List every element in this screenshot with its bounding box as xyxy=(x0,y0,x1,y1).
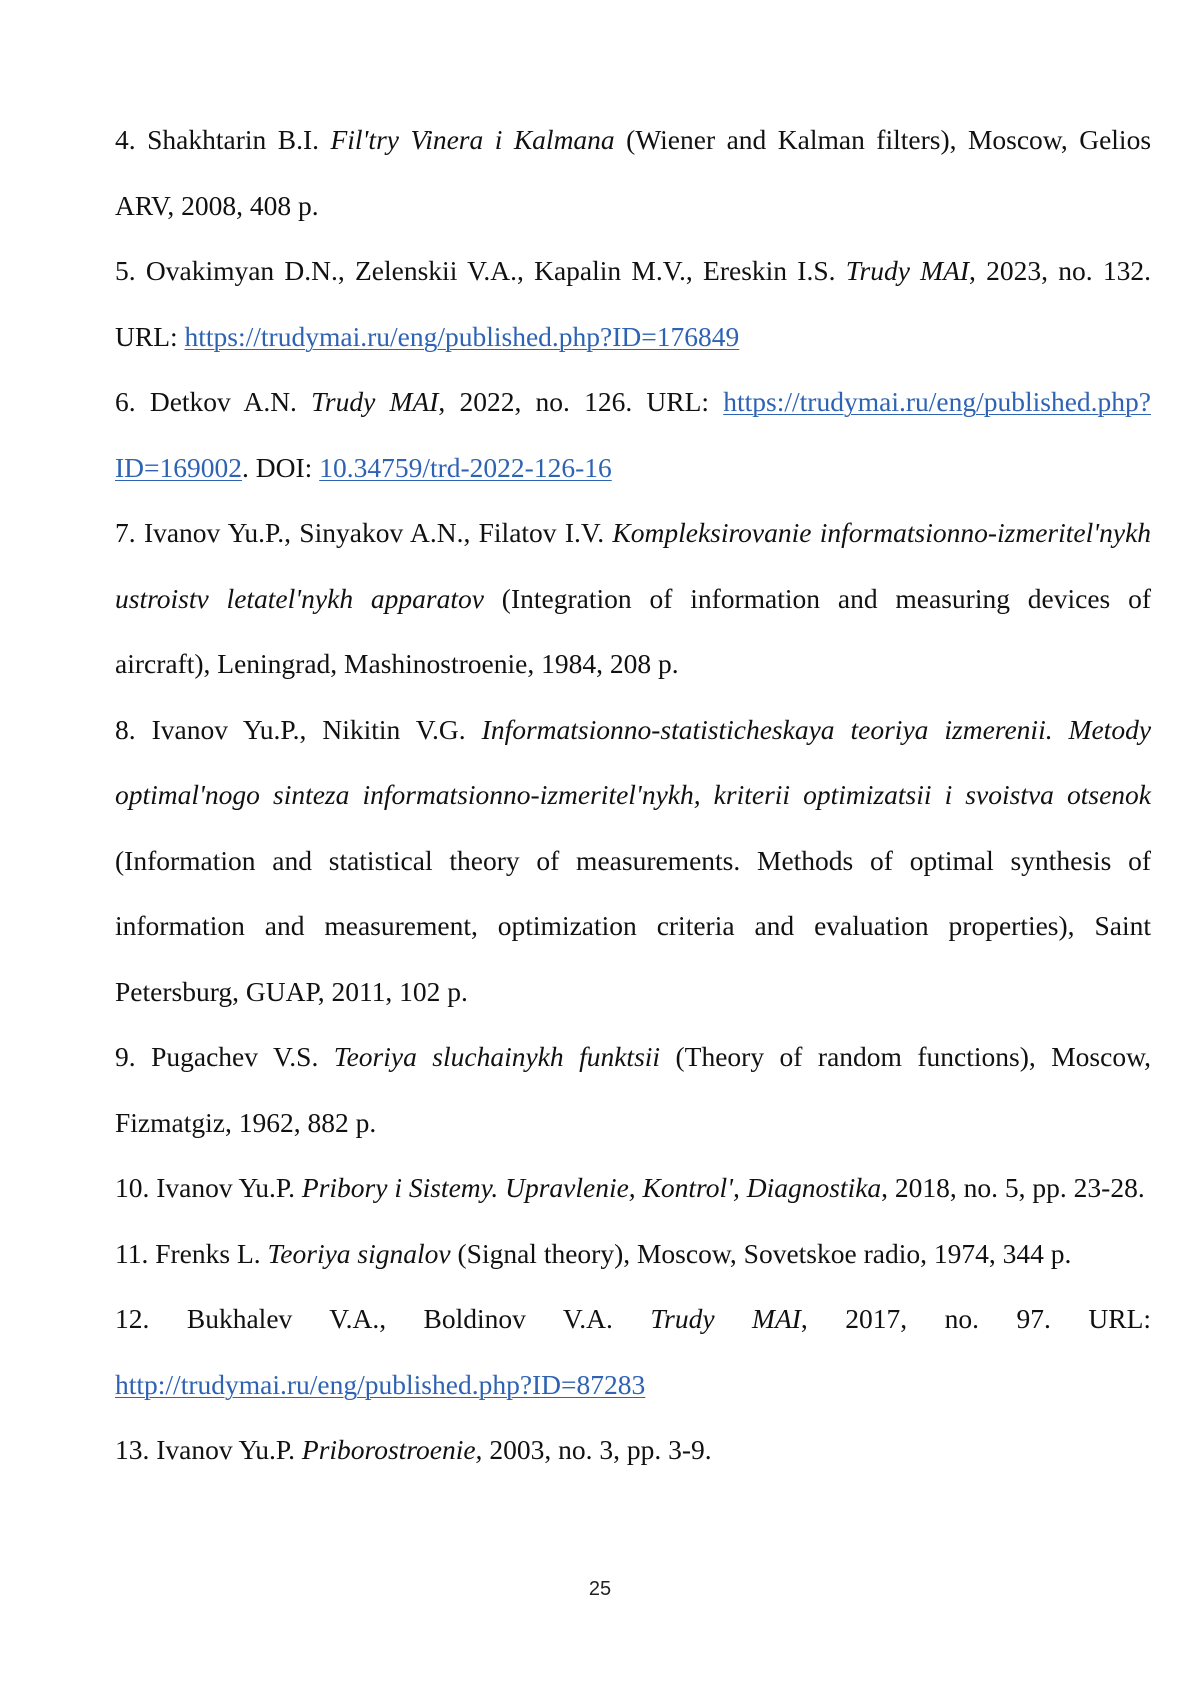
reference-item xyxy=(115,1286,1151,1417)
reference-details: , 2022, no. 126. URL: xyxy=(438,386,724,417)
reference-url-link[interactable]: https://trudymai.ru/eng/published.php?ID=176849 xyxy=(184,320,740,352)
reference-title: Teoriya signalov xyxy=(267,1237,451,1269)
reference-details: (Integration of information and measuring devices of aircraft), Leningrad, Mashinostroenie, 1984, 208 p. xyxy=(115,582,1152,679)
reference-url-link[interactable]: http://trudymai.ru/eng/published.php?ID=87283 xyxy=(115,1368,646,1400)
reference-doi-link[interactable]: 10.34759/trd-2022-126-16 xyxy=(319,451,612,483)
reference-item xyxy=(115,1221,1151,1287)
reference-authors: Shakhtarin B.I. xyxy=(147,124,319,155)
reference-authors: Pugachev V.S. xyxy=(151,1041,319,1072)
reference-number: 6. xyxy=(115,386,136,417)
reference-item xyxy=(115,107,1151,238)
doi-prefix: . DOI: xyxy=(242,451,320,483)
reference-authors: Ivanov Yu.P. xyxy=(156,1434,296,1465)
reference-item xyxy=(115,500,1151,697)
reference-list xyxy=(115,107,1151,1483)
reference-number: 13. xyxy=(115,1434,150,1465)
reference-details: , 2023, no. 132. URL: xyxy=(115,255,1152,352)
reference-title: Kompleksirovanie informatsionno-izmeritel'nykh ustroistv letatel'nykh apparatov xyxy=(115,517,1152,614)
reference-number: 5. xyxy=(115,255,136,286)
reference-title: Trudy MAI xyxy=(650,1303,801,1334)
reference-number: 12. xyxy=(115,1303,150,1334)
reference-title: Fil'try Vinera i Kalmana xyxy=(330,124,615,155)
reference-item xyxy=(115,697,1151,1025)
reference-title: Priborostroenie, xyxy=(301,1434,483,1465)
reference-number: 11. xyxy=(115,1237,149,1269)
reference-authors: Ivanov Yu.P., Sinyakov A.N., Filatov I.V. xyxy=(143,517,605,548)
reference-title: Informatsionno-statisticheskaya teoriya izmerenii. Metody optimal'nogo sinteza informatsionno-izmeritel'nykh, kriterii optimizatsii i svoistva otsenok xyxy=(115,713,1152,810)
reference-item xyxy=(115,1024,1151,1155)
reference-authors: Ivanov Yu.P. xyxy=(156,1172,296,1203)
reference-details: (Signal theory), Moscow, Sovetskoe radio, 1974, 344 p. xyxy=(450,1237,1072,1269)
reference-authors: Ivanov Yu.P., Nikitin V.G. xyxy=(151,713,466,745)
reference-number: 9. xyxy=(115,1041,136,1072)
reference-item xyxy=(115,238,1151,369)
reference-number: 7. xyxy=(115,517,136,548)
reference-number: 4. xyxy=(115,124,136,155)
reference-details: (Information and statistical theory of measurements. Methods of optimal synthesis of information and measurement, optimization criteria and evaluation properties), Saint Petersburg, GUAP, 2011, 102 p. xyxy=(115,844,1151,1007)
reference-details: 2003, no. 3, pp. 3-9. xyxy=(482,1434,712,1465)
reference-item xyxy=(115,369,1151,500)
reference-url-link[interactable]: https://trudymai.ru/eng/published.php?ID=169002 xyxy=(115,386,1151,483)
reference-number: 8. xyxy=(115,713,136,745)
reference-authors: Frenks L. xyxy=(155,1237,261,1269)
reference-details: (Theory of random functions), Moscow, Fizmatgiz, 1962, 882 p. xyxy=(115,1041,1152,1138)
reference-title: Pribory i Sistemy. Upravlenie, Kontrol', Diagnostika xyxy=(301,1172,882,1203)
page-number: 25 xyxy=(588,1578,612,1600)
reference-title: Trudy MAI xyxy=(311,386,439,417)
reference-authors: Detkov A.N. xyxy=(149,386,297,417)
reference-authors: Bukhalev V.A., Boldinov V.A. xyxy=(186,1303,613,1334)
reference-item xyxy=(115,1417,1151,1483)
reference-title: Teoriya sluchainykh funktsii xyxy=(333,1041,661,1072)
reference-title: Trudy MAI xyxy=(845,255,970,286)
reference-authors: Ovakimyan D.N., Zelenskii V.A., Kapalin M.V., Ereskin I.S. xyxy=(145,255,836,286)
reference-number: 10. xyxy=(115,1172,150,1203)
reference-details: , 2018, no. 5, pp. 23-28. xyxy=(881,1172,1145,1203)
reference-item xyxy=(115,1155,1151,1221)
reference-details: (Wiener and Kalman filters), Moscow, Gelios ARV, 2008, 408 p. xyxy=(115,124,1152,221)
reference-details: , 2017, no. 97. URL: xyxy=(800,1303,1152,1334)
